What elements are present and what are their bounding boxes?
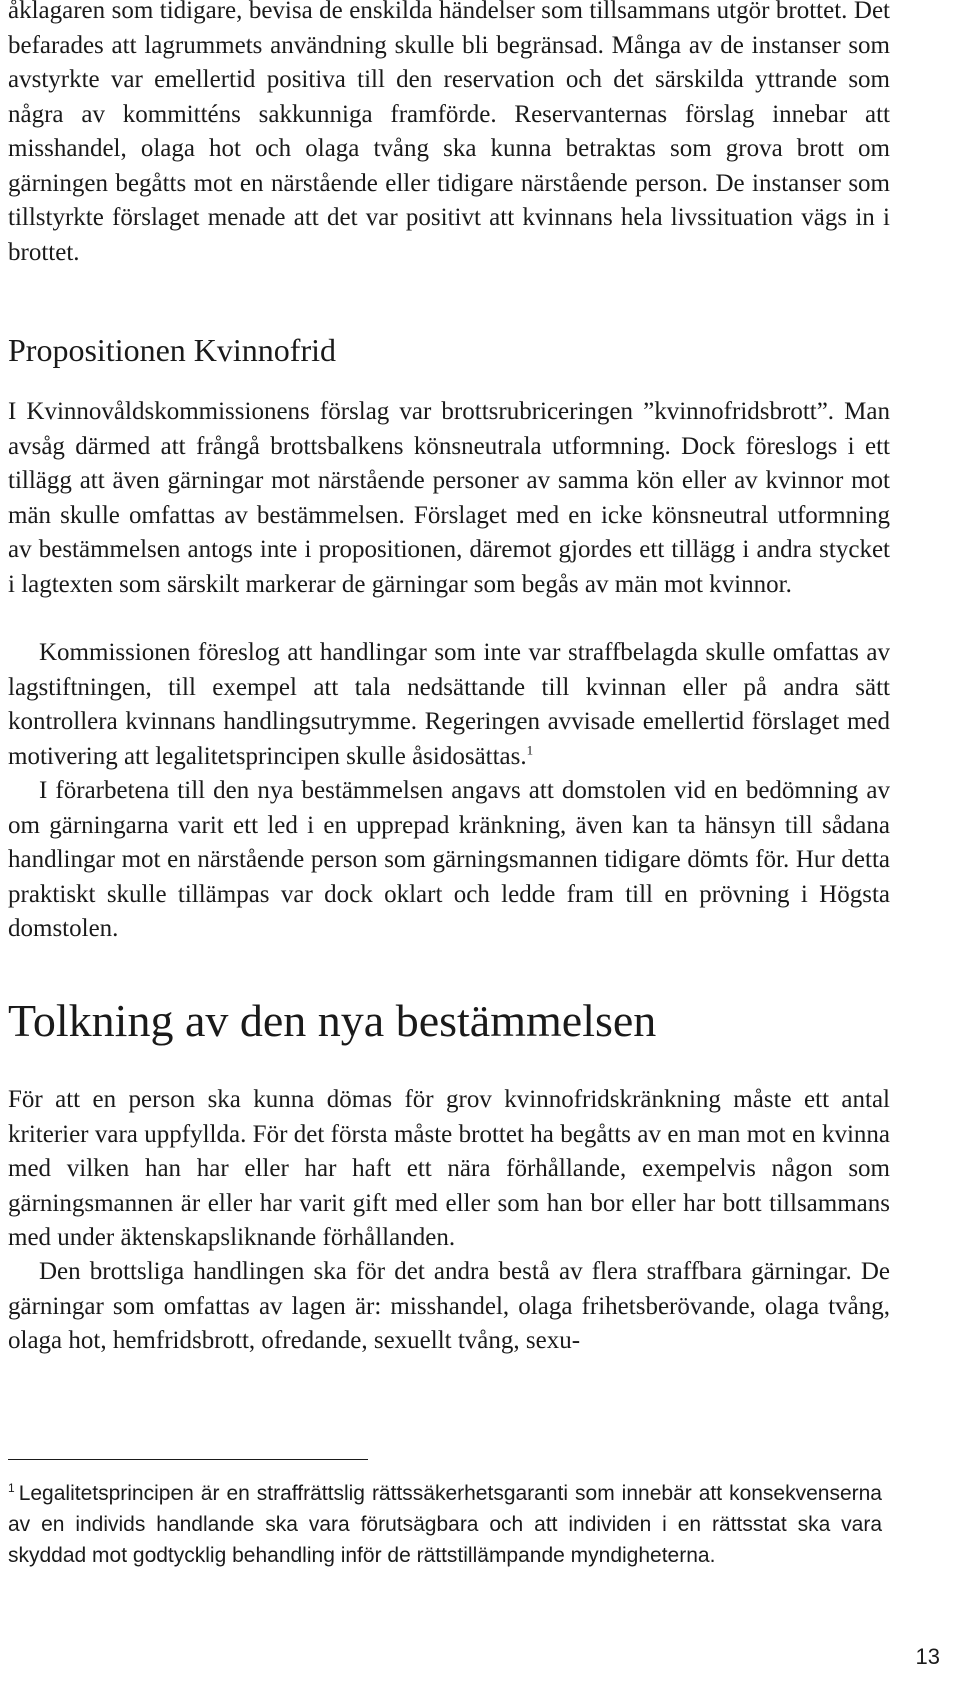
section1-paragraph-3: I förarbetena till den nya bestämmelsen angavs att domstolen vid en bedömning av om gärningarna varit ett led i en upprepad kränkning, även kan ta hänsyn till sådana handlingar mot en närstående person som gärningsmannen tidigare dömts för. Hur detta praktiskt skulle tillämpas var dock oklart och ledde fram till en prövning i Högsta domstolen. bbox=[8, 777, 890, 942]
section-heading-propositionen: Propositionen Kvinnofrid bbox=[8, 332, 336, 368]
intro-paragraph: åklagaren som tidigare, bevisa de enskilda händelser som tillsammans utgör brottet. Det befarades att lagrummets användning skulle bli begränsad. Många av de instanser som avstyrkte var emellertid positiva till den reservation och det särskilda yttrande som några av kommitténs sakkunniga framförde. Reservanternas förslag innebar att misshandel, olaga hot och olaga tvång ska kunna betraktas som grova brott om gärningen begåtts mot en närstående eller tidigare närstående person. De instanser som tillstyrkte förslaget menade att det var positivt att kvinnans hela livssituation vägs in i brottet. bbox=[8, 0, 890, 266]
section1-paragraph-2 bbox=[8, 636, 890, 774]
footnote-divider bbox=[8, 1459, 368, 1460]
footnote bbox=[8, 1478, 882, 1571]
section2-paragraph-2: Den brottsliga handlingen ska för det andra bestå av flera straffbara gärningar. De gärningar som omfattas av lagen är: misshandel, olaga frihetsberövande, olaga tvång, olaga hot, hemfridsbrott, ofredande, sexuellt tvång, sexu- bbox=[8, 1258, 890, 1354]
section1-paragraph-1: I Kvinnovåldskommissionens förslag var brottsrubriceringen ”kvinnofridsbrott”. Man avsåg därmed att frångå brottsbalkens könsneutrala utformning. Dock föreslogs i ett tillägg att även gärningar mot närstående personer av samma kön eller av kvinnor mot män skulle omfattas av bestämmelsen. Förslaget med en icke könsneutral utformning av bestämmelsen antogs inte i propositionen, däremot gjordes ett tillägg i andra stycket i lagtexten som särskilt markerar de gärningar som begås av män mot kvinnor. bbox=[8, 398, 890, 598]
section-heading-tolkning: Tolkning av den nya bestämmelsen bbox=[8, 995, 657, 1046]
section1-paragraph-2-text: Kommissionen föreslog att handlingar som inte var straffbelagda skulle omfattas av lagstiftningen, till exempel att tala nedsättande till kvinnan eller på andra sätt kontrollera kvinnans handlingsutrymme. Regeringen avvisade emellertid förslaget med motivering att legalitetsprincipen skulle åsidosättas. bbox=[8, 639, 890, 770]
section2-paragraph-1: För att en person ska kunna dömas för grov kvinnofridskränkning måste ett antal kriterier vara uppfyllda. För det första måste brottet ha begåtts av en man mot en kvinna med vilken han har eller har haft ett nära förhållande, exempelvis någon som gärningsmannen är eller har varit gift med eller som han bor eller har bott tillsammans med under äktenskapsliknande förhållanden. bbox=[8, 1086, 890, 1251]
footnote-mark: 1 bbox=[8, 1481, 15, 1495]
footnote-reference: 1 bbox=[526, 742, 534, 758]
page-number: 13 bbox=[915, 1644, 940, 1669]
footnote-text: Legalitetsprincipen är en straffrättslig rättssäkerhetsgaranti som innebär att konsekvenserna av en individs handlande ska vara förutsägbara och att individen i en rättsstat ska vara skyddad mot godtycklig behandling inför de rättstillämpande myndigheterna. bbox=[8, 1482, 882, 1567]
